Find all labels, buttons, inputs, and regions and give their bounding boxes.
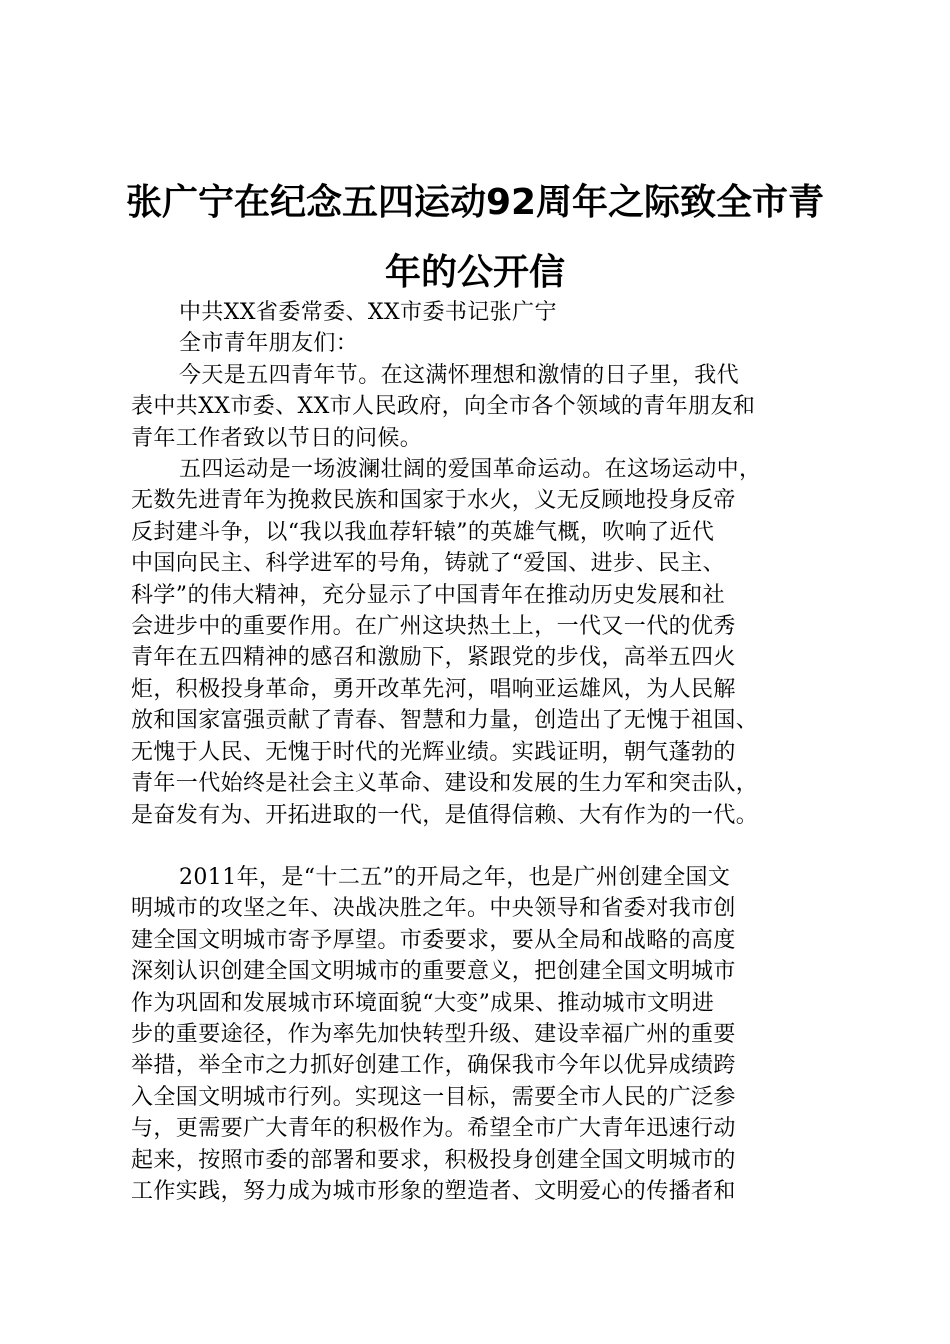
document-body (131, 297, 851, 1207)
paragraph-1 (131, 360, 851, 454)
text-line: 放和国家富强贡献了青春、智慧和力量，创造出了无愧于祖国、 (131, 708, 759, 734)
text-line: 青年在五四精神的感召和激励下，紧跟党的步伐，高举五四火 (131, 645, 736, 671)
text-line: 与，更需要广大青年的积极作为。希望全市广大青年迅速行动 (131, 1116, 736, 1142)
text-line: 科学”的伟大精神，充分显示了中国青年在推动历史发展和社 (131, 582, 726, 608)
document-title (100, 168, 850, 308)
text-line: 会进步中的重要作用。在广州这块热土上，一代又一代的优秀 (131, 614, 736, 640)
text-line: 举措，举全市之力抓好创建工作，确保我市今年以优异成绩跨 (131, 1053, 736, 1079)
text-line: 五四运动是一场波澜壮阔的爱国革命运动。在这场运动中， (179, 457, 762, 483)
paragraph-2 (131, 454, 851, 831)
text-line: 表中共XX市委、XX市人民政府，向全市各个领域的青年朋友和 (131, 394, 756, 420)
text-line: 青年工作者致以节日的问候。 (131, 425, 423, 451)
text-line: 今天是五四青年节。在这满怀理想和激情的日子里，我代 (179, 362, 740, 388)
title-line-1: 张广宁在纪念五四运动92周年之际致全市青 (125, 182, 825, 223)
salutation: 全市青年朋友们： (179, 331, 359, 357)
title-line-2: 年的公开信 (384, 252, 565, 293)
text-line: 是奋发有为、开拓进取的一代，是值得信赖、大有作为的一代。 (131, 802, 759, 828)
text-line: 建全国文明城市寄予厚望。市委要求，要从全局和战略的高度 (131, 927, 736, 953)
text-line: 起来，按照市委的部署和要求，积极投身创建全国文明城市的 (131, 1147, 736, 1173)
text-line: 反封建斗争，以“我以我血荐轩辕”的英雄气概，吹响了近代 (131, 519, 715, 545)
text-line: 作为巩固和发展城市环境面貌“大变”成果、推动城市文明进 (131, 990, 715, 1016)
text-line: 步的重要途径，作为率先加快转型升级、建设幸福广州的重要 (131, 1021, 736, 1047)
paragraph-3 (131, 862, 851, 1207)
text-line: 青年一代始终是社会主义革命、建设和发展的生力军和突击队， (131, 771, 759, 797)
text-line: 入全国文明城市行列。实现这一目标，需要全市人民的广泛参 (131, 1084, 736, 1110)
paragraph-spacer (131, 831, 851, 862)
text-line: 明城市的攻坚之年、决战决胜之年。中央领导和省委对我市创 (131, 896, 736, 922)
text-line: 炬，积极投身革命，勇开改革先河，唱响亚运雄风，为人民解 (131, 676, 736, 702)
text-line: 无数先进青年为挽救民族和国家于水火，义无反顾地投身反帝 (131, 488, 736, 514)
text-line: 工作实践，努力成为城市形象的塑造者、文明爱心的传播者和 (131, 1178, 736, 1204)
text-line: 2011年，是“十二五”的开局之年，也是广州创建全国文 (179, 864, 731, 890)
byline: 中共XX省委常委、XX市委书记张广宁 (179, 300, 557, 325)
text-line: 无愧于人民、无愧于时代的光辉业绩。实践证明，朝气蓬勃的 (131, 739, 736, 765)
text-line: 深刻认识创建全国文明城市的重要意义，把创建全国文明城市 (131, 959, 736, 985)
text-line: 中国向民主、科学进军的号角，铸就了“爱国、进步、民主、 (131, 551, 726, 577)
